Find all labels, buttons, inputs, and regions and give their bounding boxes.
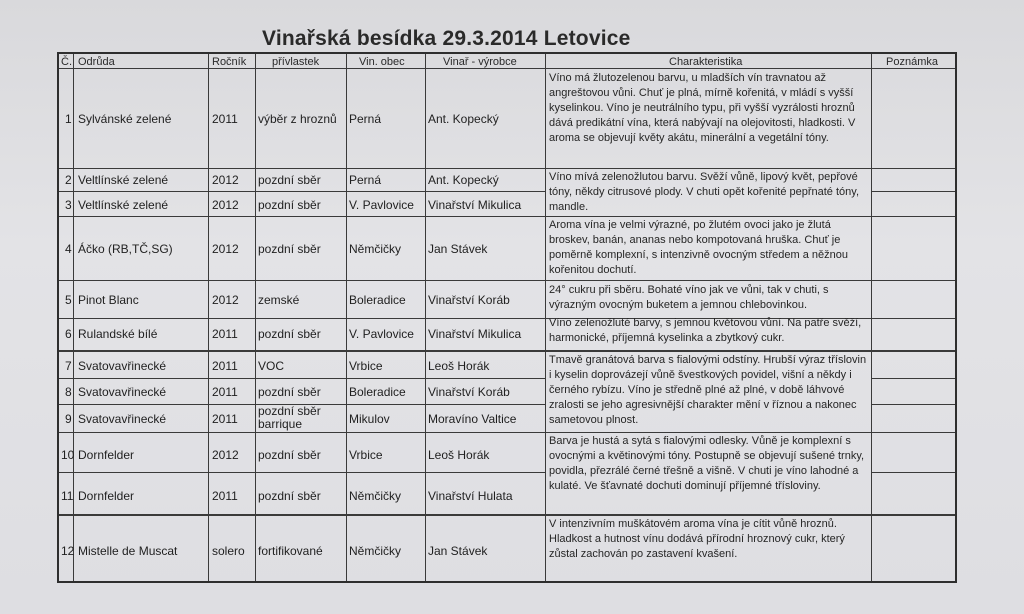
row-village: Vrbice [349,359,383,373]
row-village: Němčičky [349,242,402,256]
row-village: V. Pavlovice [349,327,414,341]
row-year: 2012 [212,448,239,462]
row-year: 2011 [212,112,238,126]
row-number: 9 [65,412,72,426]
grid-line [59,216,955,217]
header-producer: Vinař - výrobce [443,56,517,68]
row-variety: Pinot Blanc [78,293,139,307]
row-year: 2011 [212,385,238,399]
row-village: Perná [349,173,382,187]
header-year: Ročník [212,56,247,68]
row-village: Boleradice [349,385,406,399]
row-number: 6 [65,327,72,341]
row-producer: Vinařství Mikulica [428,198,522,212]
row-producer: Ant. Kopecký [428,112,499,126]
header-characteristic: Charakteristika [669,56,743,68]
row-village: Vrbice [349,448,383,462]
grid-line [871,472,955,473]
row-attribute: pozdní sběr [258,173,321,187]
grid-line [871,191,955,192]
row-producer: Vinařství Koráb [428,293,510,307]
row-producer: Ant. Kopecký [428,173,499,187]
row-variety: Áčko (RB,TČ,SG) [78,242,173,256]
row-number: 2 [65,173,72,187]
row-number: 1 [65,112,72,126]
row-producer: Leoš Horák [428,448,490,462]
grid-line [59,432,955,433]
grid-line [59,514,955,516]
wine-table [57,52,957,583]
row-attribute: pozdní sběr [258,448,321,462]
row-attribute: pozdní sběr [258,385,321,399]
row-number: 5 [65,293,72,307]
row-variety: Dornfelder [78,448,135,462]
row-variety: Mistelle de Muscat [78,544,178,558]
row-producer: Leoš Horák [428,359,490,373]
row-year: 2012 [212,242,239,256]
row-year: 2011 [212,327,238,341]
row-attribute: pozdní sběr [258,489,321,503]
characteristic-text: Tmavě granátová barva s fialovými odstíny. Hrubší výraz tříslovin i kyselin doprovázejí vůně švestkových povidel, višní a někdy i černého rybízu. Víno je středně plné až plné, v době láhvové zralosti se jeho agresivnější charakter mění v říznou a nakonec sametovou plnost. [549,354,867,426]
row-attribute: výběr z hroznů [258,112,337,126]
characteristic-text: Víno zelenožluté barvy, s jemnou květovou vůní. Na patře svěží, harmonické, příjemná kyselinka a zbytkový cukr. [549,317,862,344]
row-variety: Svatovavřinecké [78,359,167,373]
grid-line [59,280,955,281]
row-year: 2011 [212,359,238,373]
characteristic-text: 24° cukru při sběru. Bohaté víno jak ve vůni, tak v chuti, s výrazným ovocným buketem a jemnou chlebovinkou. [549,284,829,311]
row-variety: Sylvánské zelené [78,112,172,126]
row-attribute: VOC [258,359,285,373]
row-number: 7 [65,359,72,373]
row-variety: Veltlínské zelené [78,198,169,212]
grid-line [59,350,955,352]
header-note: Poznámka [886,56,938,68]
row-producer: Moravíno Valtice [428,412,517,426]
row-year: 2012 [212,173,239,187]
grid-line [59,472,545,473]
row-village: Mikulov [349,412,390,426]
row-attribute: pozdní sběr barrique [258,405,321,431]
row-producer: Vinařství Hulata [428,489,513,503]
header-village: Vin. obec [359,56,405,68]
grid-line [59,191,545,192]
row-variety: Svatovavřinecké [78,412,167,426]
characteristic-text: Víno má žlutozelenou barvu, u mladších vín travnatou až angreštovou vůni. Chuť je plná, mírně kořenitá, v mládí s vyšší kyselinkou. Víno je neutrálního typu, při vyšší vyzrálosti hroznů dává predikátní vína, která nabývají na olejovitosti, hladkosti. V aroma se objevují květy akátu, minerální a vegetální tóny. [549,72,856,144]
row-number: 8 [65,385,72,399]
characteristic-text: V intenzivním muškátovém aroma vína je cítit vůně hroznů. Hladkost a hutnost vínu dodává přírodní hroznový cukr, který zůstal zachován po zastavení kvašení. [549,518,845,560]
row-attribute: pozdní sběr [258,198,321,212]
row-variety: Rulandské bílé [78,327,158,341]
row-attribute: pozdní sběr [258,242,321,256]
row-number: 10 [61,448,75,462]
header-attribute: přívlastek [272,56,320,68]
grid-line [871,404,955,405]
row-number: 12 [61,544,75,558]
row-variety: Veltlínské zelené [78,173,169,187]
row-number: 11 [61,489,74,503]
characteristic-text: Barva je hustá a sytá s fialovými odlesky. Vůně je komplexní s ovocnými a květinovými tóny. Postupně se objevují sušené trnky, povidla, přezrálé černé třešně a višně. V chuti je víno lahodné a kulaté. Ve šťavnaté dochuti dominují příjemné třísloviny. [549,435,865,492]
header-no: Č. [61,56,72,68]
row-year: 2011 [212,412,238,426]
row-year: 2012 [212,198,239,212]
row-variety: Dornfelder [78,489,135,503]
grid-line [59,168,955,169]
row-number: 4 [65,242,72,256]
row-village: Boleradice [349,293,406,307]
row-variety: Svatovavřinecké [78,385,167,399]
row-attribute: pozdní sběr [258,327,321,341]
row-village: Perná [349,112,382,126]
row-attribute: zemské [258,293,300,307]
characteristic-text: Víno mívá zelenožlutou barvu. Svěží vůně, lipový květ, pepřové tóny, někdy citrusové plody. V chuti opět kořenité pepřnaté tóny, mandle. [549,171,860,213]
row-producer: Vinařství Mikulica [428,327,522,341]
row-producer: Vinařství Koráb [428,385,510,399]
row-number: 3 [65,198,72,212]
row-village: Němčičky [349,544,402,558]
page-title: Vinařská besídka 29.3.2014 Letovice [262,27,631,50]
row-year: solero [212,544,245,558]
row-village: Němčičky [349,489,402,503]
row-producer: Jan Stávek [428,242,488,256]
row-village: V. Pavlovice [349,198,414,212]
grid-line [871,378,955,379]
grid-line [59,378,545,379]
row-year: 2012 [212,293,239,307]
row-year: 2011 [212,489,238,503]
row-producer: Jan Stávek [428,544,488,558]
characteristic-text: Aroma vína je velmi výrazné, po žlutém ovoci jako je žlutá broskev, banán, ananas nebo kompotovaná hruška. Chuť je poměrně komplexní, s intenzivně ovocným středem a něžnou kořenitou dochutí. [549,219,848,276]
row-attribute: fortifikované [258,544,323,558]
header-variety: Odrůda [78,56,115,68]
